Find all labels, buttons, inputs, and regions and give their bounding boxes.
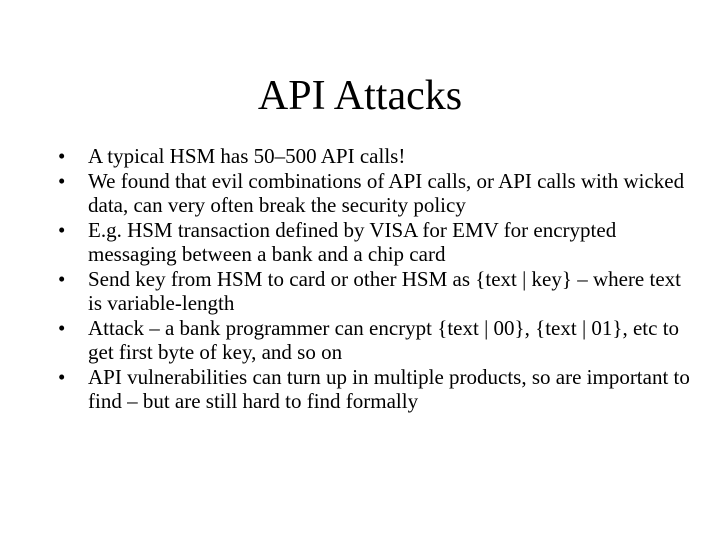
bullet-icon: • xyxy=(58,144,66,168)
bullet-text: Attack – a bank programmer can encrypt {text | 00}, {text | 01}, etc to get first byte of key, and so on xyxy=(88,315,680,364)
bullet-text: A typical HSM has 50–500 API calls! xyxy=(88,144,406,168)
bullet-item xyxy=(54,218,694,267)
bullet-item xyxy=(54,169,694,218)
bullet-text: E.g. HSM transaction defined by VISA for EMV for encrypted messaging between a bank and a chip card xyxy=(88,217,617,266)
bullet-text: We found that evil combinations of API calls, or API calls with wicked data, can very often break the security policy xyxy=(88,168,685,217)
bullet-item xyxy=(54,316,694,365)
bullet-text: Send key from HSM to card or other HSM as {text | key} – where text is variable-length xyxy=(88,266,681,315)
bullet-item xyxy=(54,365,694,414)
bullet-icon: • xyxy=(58,315,66,340)
bullet-text: API vulnerabilities can turn up in multiple products, so are important to find – but are still hard to find formally xyxy=(88,364,690,413)
bullet-item xyxy=(54,267,694,316)
bullet-list xyxy=(54,144,694,414)
bullet-item xyxy=(54,144,694,169)
slide-title: API Attacks xyxy=(257,73,463,119)
bullet-icon: • xyxy=(58,364,66,389)
bullet-icon: • xyxy=(58,266,66,291)
bullet-icon: • xyxy=(58,168,66,193)
bullet-icon: • xyxy=(58,217,66,242)
